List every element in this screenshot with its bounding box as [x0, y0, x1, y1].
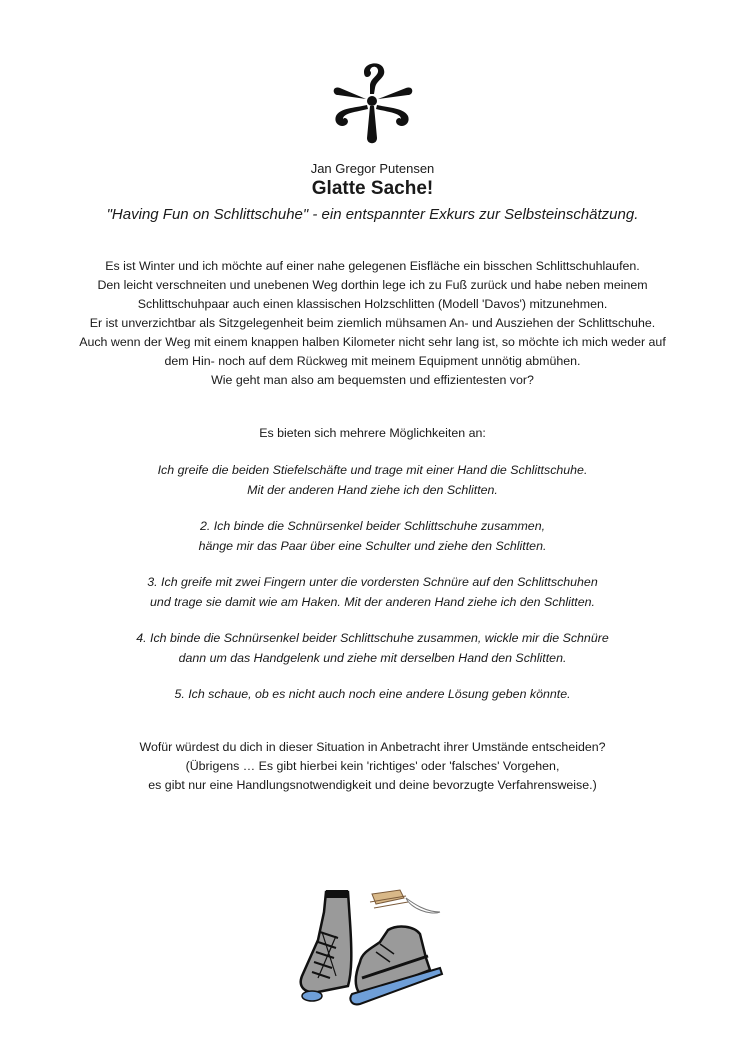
option-2 — [0, 517, 745, 556]
intro-line: Wie geht man also am bequemsten und effizientesten vor? — [211, 373, 534, 387]
option-3 — [0, 573, 745, 612]
option-line: dann um das Handgelenk und ziehe mit derselben Hand den Schlitten. — [178, 650, 567, 665]
option-line: Mit der anderen Hand ziehe ich den Schlitten. — [247, 482, 498, 497]
intro-line: Den leicht verschneiten und unebenen Weg dorthin lege ich zu Fuß zurück und habe neben meinem — [97, 278, 648, 292]
option-4 — [0, 629, 745, 668]
closing-paragraph — [0, 738, 745, 795]
options-lead: Es bieten sich mehrere Möglichkeiten an: — [259, 426, 486, 440]
intro-line: Auch wenn der Weg mit einem knappen halben Kilometer nicht sehr lang ist, so möchte ich mich weder auf — [79, 335, 666, 349]
closing-line: Wofür würdest du dich in dieser Situation in Anbetracht ihrer Umstände entscheiden? — [139, 740, 606, 754]
intro-paragraph — [0, 257, 745, 390]
closing-line: es gibt nur eine Handlungsnotwendigkeit und deine bevorzugte Verfahrensweise.) — [148, 778, 597, 792]
question-mark-flourish-icon — [330, 58, 416, 146]
intro-line: dem Hin- noch auf dem Rückweg mit meinem Equipment unnötig abmühen. — [164, 354, 581, 368]
page-subtitle: "Having Fun on Schlittschuhe" - ein entspannter Exkurs zur Selbsteinschätzung. — [106, 206, 639, 223]
option-line: 4. Ich binde die Schnürsenkel beider Schlittschuhe zusammen, wickle mir die Schnüre — [136, 631, 609, 645]
option-line: 5. Ich schaue, ob es nicht auch noch eine andere Lösung geben könnte. — [174, 687, 571, 701]
author-name: Jan Gregor Putensen — [310, 161, 435, 176]
option-5 — [0, 685, 745, 705]
right-skate-icon — [350, 927, 442, 1005]
option-line: 2. Ich binde die Schnürsenkel beider Schlittschuhe zusammen, — [199, 519, 546, 533]
option-line: hänge mir das Paar über eine Schulter und ziehe den Schlitten. — [198, 538, 547, 553]
sled-icon — [370, 890, 440, 913]
intro-line: Schlittschuhpaar auch einen klassischen Holzschlitten (Modell 'Davos') mitzunehmen. — [137, 297, 608, 311]
closing-line: (Übrigens … Es gibt hierbei kein 'richtiges' oder 'falsches' Vorgehen, — [185, 759, 560, 773]
option-line: und trage sie damit wie am Haken. Mit der anderen Hand ziehe ich den Schlitten. — [150, 594, 595, 609]
option-line: Ich greife die beiden Stiefelschäfte und trage mit einer Hand die Schlittschuhe. — [157, 463, 588, 477]
ice-skates-and-sled-illustration — [290, 882, 455, 1010]
left-skate-icon — [301, 890, 352, 1001]
option-line: 3. Ich greife mit zwei Fingern unter die vordersten Schnüre auf den Schlittschuhen — [147, 575, 598, 589]
option-1 — [0, 461, 745, 500]
intro-line: Es ist Winter und ich möchte auf einer nahe gelegenen Eisfläche ein bisschen Schlittschuhlaufen. — [105, 259, 640, 273]
intro-line: Er ist unverzichtbar als Sitzgelegenheit beim ziemlich mühsamen An- und Ausziehen der Schlittschuhe. — [89, 316, 656, 330]
page-title: Glatte Sache! — [311, 178, 434, 199]
